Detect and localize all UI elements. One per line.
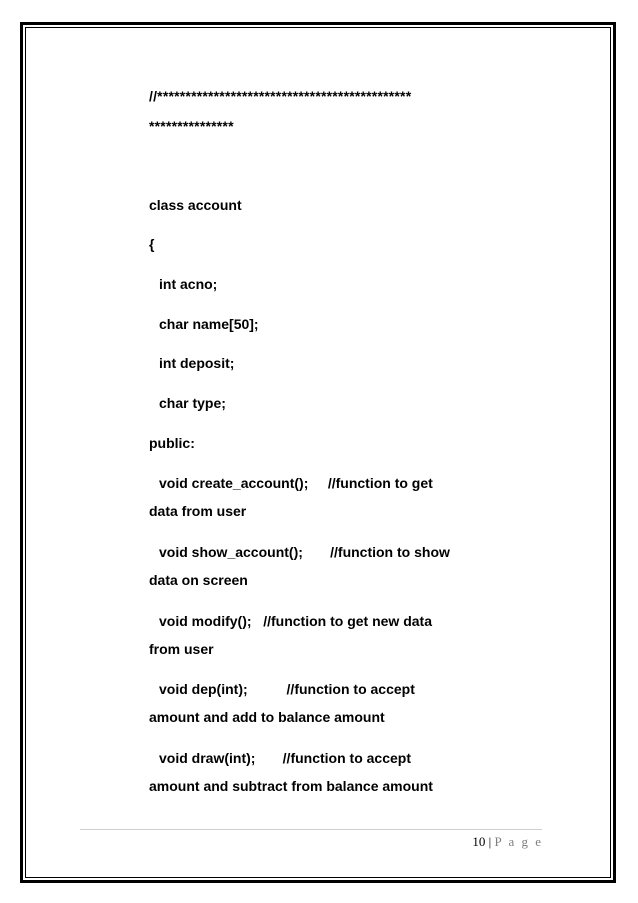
code-line-create-account-cont: data from user	[149, 503, 247, 519]
code-line-show-account: void show_account(); //function to show	[159, 544, 450, 560]
code-line-deposit: int deposit;	[159, 355, 235, 371]
comment-stars-line-2: ***************	[149, 118, 234, 134]
code-line-dep: void dep(int); //function to accept	[159, 681, 415, 697]
code-line-show-account-cont: data on screen	[149, 572, 248, 588]
code-line-type: char type;	[159, 395, 226, 411]
code-line-modify: void modify(); //function to get new data	[159, 613, 432, 629]
code-line-draw-cont: amount and subtract from balance amount	[149, 778, 433, 794]
footer-separator: |	[485, 834, 495, 849]
code-line-modify-cont: from user	[149, 641, 214, 657]
page-footer	[472, 834, 543, 850]
page-label: P a g e	[494, 834, 543, 849]
code-line-acno: int acno;	[159, 276, 218, 292]
code-line-create-account: void create_account(); //function to get	[159, 475, 433, 491]
code-line-draw: void draw(int); //function to accept	[159, 750, 411, 766]
code-line-class-decl: class account	[149, 197, 242, 213]
comment-stars-line-1: //*********************************************	[149, 88, 412, 104]
code-line-name: char name[50];	[159, 316, 259, 332]
footer-divider	[80, 829, 542, 830]
code-line-open-brace: {	[149, 236, 155, 252]
code-line-public: public:	[149, 435, 195, 451]
page-number: 10	[472, 834, 486, 849]
code-line-dep-cont: amount and add to balance amount	[149, 709, 385, 725]
